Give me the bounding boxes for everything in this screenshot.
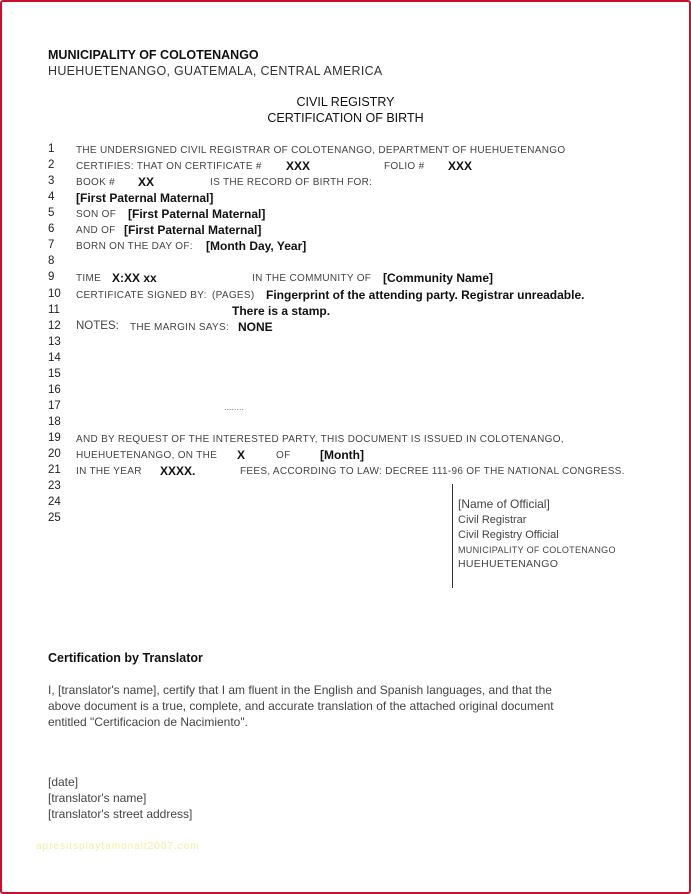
official-municipality: MUNICIPALITY OF COLOTENANGO bbox=[458, 545, 616, 555]
son-of-label: SON OF bbox=[76, 209, 117, 220]
and-of-label: AND OF bbox=[76, 225, 116, 236]
issued-month: [Month] bbox=[320, 448, 364, 462]
certificate-label: CERTIFIES: THAT ON CERTIFICATE # bbox=[76, 161, 262, 172]
signed-by-label: CERTIFICATE SIGNED BY: bbox=[76, 290, 207, 301]
translator-address: [translator's street address] bbox=[48, 807, 193, 821]
margin-value: NONE bbox=[238, 320, 273, 334]
dotted-filler: ........ bbox=[224, 402, 245, 412]
registry-title: CIVIL REGISTRY bbox=[296, 95, 395, 109]
line-number: 19 bbox=[48, 432, 61, 444]
registrar-statement: THE UNDERSIGNED CIVIL REGISTRAR OF COLOTENANGO, DEPARTMENT OF HUEHUETENANGO bbox=[76, 145, 566, 156]
line-number: 8 bbox=[48, 255, 55, 267]
translator-paragraph-line: I, [translator's name], certify that I am fluent in the English and Spanish languages, and that the bbox=[48, 683, 552, 697]
born-label: BORN ON THE DAY OF: bbox=[76, 241, 193, 252]
line-number: 24 bbox=[48, 496, 61, 508]
fees-statement: FEES, ACCORDING TO LAW: DECREE 111-96 OF THE NATIONAL CONGRESS. bbox=[240, 466, 625, 477]
official-subtitle: Civil Registry Official bbox=[458, 529, 559, 541]
line-number: 21 bbox=[48, 464, 61, 476]
line-number: 7 bbox=[48, 239, 55, 251]
community-name: [Community Name] bbox=[383, 271, 494, 285]
official-title: Civil Registrar bbox=[458, 514, 527, 526]
line-number: 3 bbox=[48, 175, 55, 187]
request-statement: AND BY REQUEST OF THE INTERESTED PARTY, THIS DOCUMENT IS ISSUED IN COLOTENANGO, bbox=[76, 434, 564, 445]
line-number: 18 bbox=[48, 416, 61, 428]
official-name: [Name of Official] bbox=[458, 497, 550, 511]
translator-paragraph-line: entitled "Certificacion de Nacimiento". bbox=[48, 715, 248, 729]
book-number: XX bbox=[138, 175, 155, 189]
translator-paragraph bbox=[48, 682, 638, 730]
municipality-heading: MUNICIPALITY OF COLOTENANGO bbox=[48, 48, 259, 62]
line-number: 25 bbox=[48, 512, 61, 524]
issued-on-label: HUEHUETENANGO, ON THE bbox=[76, 450, 218, 461]
signed-by-value: Fingerprint of the attending party. Registrar unreadable. bbox=[266, 288, 585, 302]
translator-heading: Certification by Translator bbox=[48, 651, 203, 665]
pages-label: (PAGES) bbox=[212, 290, 255, 301]
translator-date: [date] bbox=[48, 775, 79, 789]
book-label: BOOK # bbox=[76, 177, 116, 188]
community-label: IN THE COMMUNITY OF bbox=[252, 273, 372, 284]
stamp-note: There is a stamp. bbox=[232, 304, 331, 318]
line-number: 4 bbox=[48, 191, 55, 203]
line-number: 17 bbox=[48, 400, 61, 412]
mother-name: [First Paternal Maternal] bbox=[124, 223, 262, 237]
line-number: 9 bbox=[48, 271, 55, 283]
margin-label: THE MARGIN SAYS: bbox=[130, 322, 230, 333]
certification-title: CERTIFICATION OF BIRTH bbox=[267, 111, 424, 125]
watermark: apresitsplaytamonalt2007.com bbox=[36, 841, 200, 852]
line-number: 14 bbox=[48, 352, 61, 364]
child-name: [First Paternal Maternal] bbox=[76, 191, 214, 205]
issued-day: X bbox=[237, 448, 246, 462]
translator-name: [translator's name] bbox=[48, 791, 147, 805]
birth-time: X:XX xx bbox=[112, 271, 157, 285]
time-label: TIME bbox=[76, 273, 102, 284]
line-number: 6 bbox=[48, 223, 55, 235]
line-number: 1 bbox=[48, 143, 55, 155]
issued-year: XXXX. bbox=[160, 464, 196, 478]
father-name: [First Paternal Maternal] bbox=[128, 207, 266, 221]
location-heading: HUEHUETENANGO, GUATEMALA, CENTRAL AMERICA bbox=[48, 64, 383, 78]
record-of-birth-label: IS THE RECORD OF BIRTH FOR: bbox=[210, 177, 373, 188]
certificate-number: XXX bbox=[286, 159, 311, 173]
birth-date: [Month Day, Year] bbox=[206, 239, 307, 253]
of-label: OF bbox=[276, 450, 291, 461]
folio-number: XXX bbox=[448, 159, 473, 173]
folio-label: FOLIO # bbox=[384, 161, 425, 172]
line-number: 11 bbox=[48, 304, 60, 316]
notes-label: NOTES: bbox=[76, 320, 119, 332]
translator-paragraph-line: above document is a true, complete, and accurate translation of the attached original document bbox=[48, 699, 554, 713]
line-number: 20 bbox=[48, 448, 61, 460]
line-number: 2 bbox=[48, 159, 55, 171]
line-number: 23 bbox=[48, 480, 61, 492]
signature-divider bbox=[452, 484, 453, 588]
line-number: 10 bbox=[48, 288, 61, 300]
official-place: HUEHUETENANGO bbox=[458, 558, 559, 570]
line-number: 16 bbox=[48, 384, 61, 396]
line-number: 5 bbox=[48, 207, 55, 219]
line-number: 13 bbox=[48, 336, 61, 348]
line-number: 15 bbox=[48, 368, 61, 380]
year-label: IN THE YEAR bbox=[76, 466, 142, 477]
line-number: 12 bbox=[48, 320, 61, 332]
